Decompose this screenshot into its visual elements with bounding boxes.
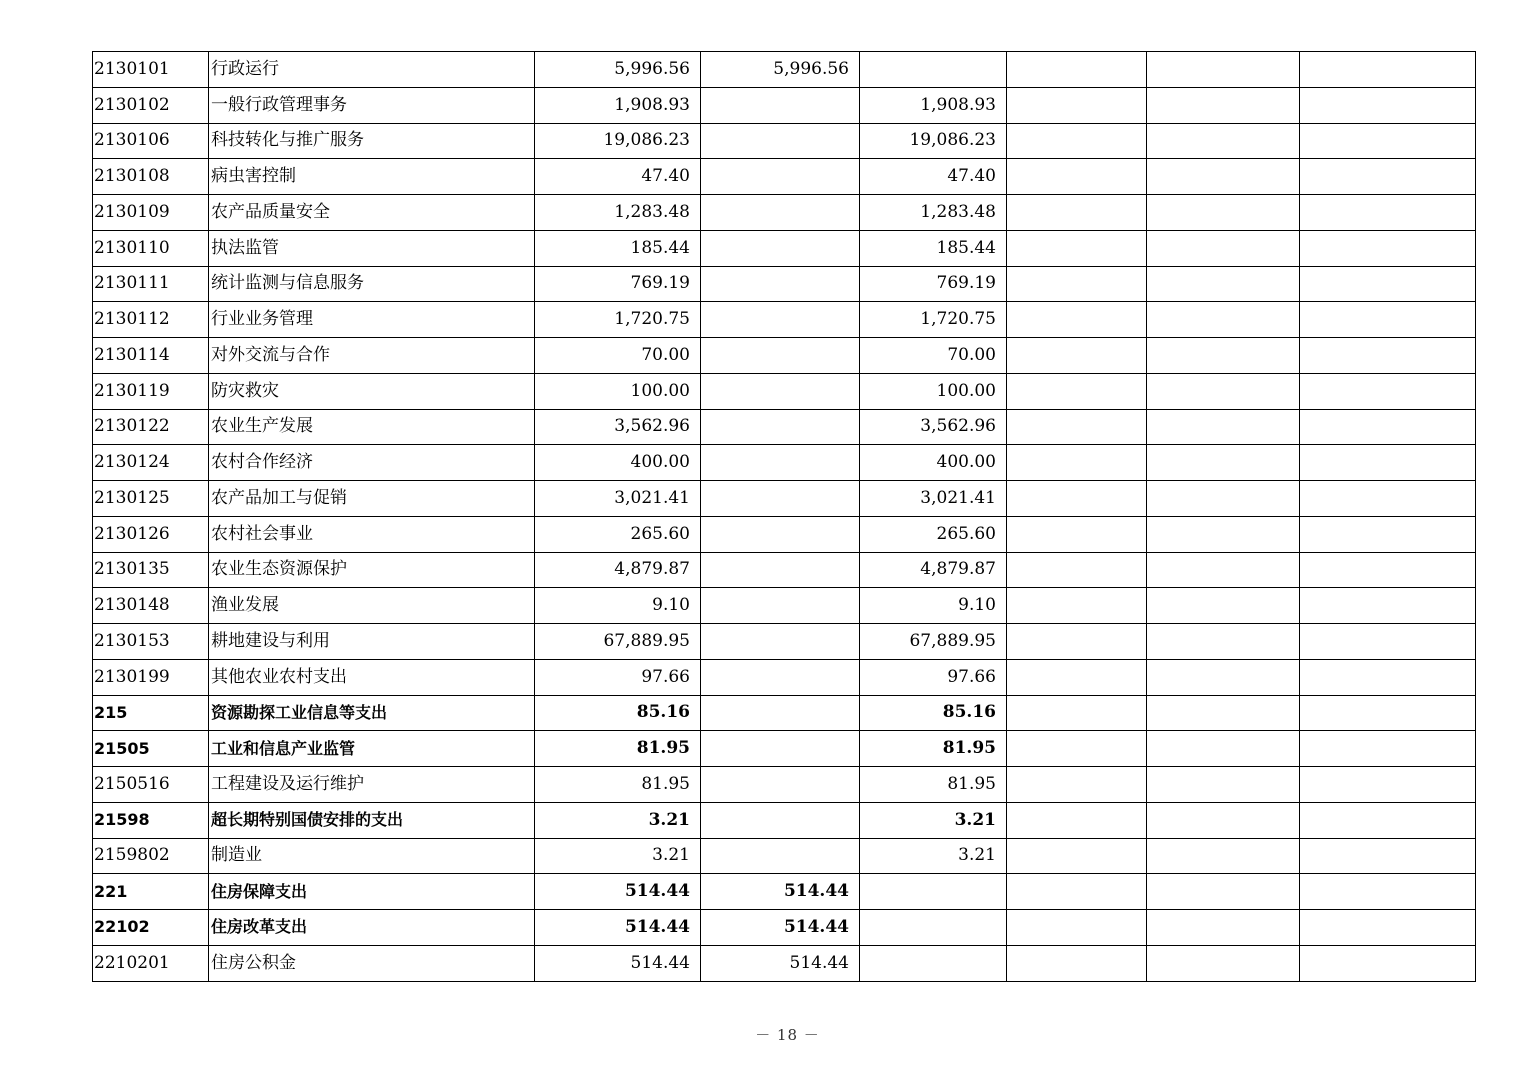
cell-empty-5 (1147, 767, 1300, 803)
table-row (93, 516, 1476, 552)
cell-empty-4 (1007, 445, 1147, 481)
cell-empty-4 (1007, 87, 1147, 123)
cell-total: 514.44 (535, 910, 701, 946)
cell-total: 70.00 (535, 338, 701, 374)
cell-empty-5 (1147, 838, 1300, 874)
table-row (93, 624, 1476, 660)
cell-basic-expenditure (701, 123, 860, 159)
cell-code: 2130111 (93, 266, 209, 302)
cell-project-expenditure: 19,086.23 (860, 123, 1007, 159)
cell-empty-6 (1300, 552, 1476, 588)
cell-item-name: 科技转化与推广服务 (209, 123, 535, 159)
cell-project-expenditure: 81.95 (860, 767, 1007, 803)
cell-empty-6 (1300, 767, 1476, 803)
cell-empty-4 (1007, 123, 1147, 159)
cell-code: 2130102 (93, 87, 209, 123)
cell-code: 215 (93, 695, 209, 731)
cell-empty-4 (1007, 52, 1147, 88)
cell-project-expenditure: 3,562.96 (860, 409, 1007, 445)
cell-empty-6 (1300, 195, 1476, 231)
cell-empty-5 (1147, 123, 1300, 159)
table-row (93, 945, 1476, 981)
cell-item-name: 执法监管 (209, 230, 535, 266)
cell-project-expenditure: 81.95 (860, 731, 1007, 767)
cell-basic-expenditure (701, 481, 860, 517)
cell-item-name: 制造业 (209, 838, 535, 874)
cell-empty-5 (1147, 195, 1300, 231)
cell-basic-expenditure (701, 588, 860, 624)
table-row (93, 123, 1476, 159)
cell-empty-5 (1147, 910, 1300, 946)
cell-basic-expenditure (701, 302, 860, 338)
table-row (93, 838, 1476, 874)
cell-empty-6 (1300, 945, 1476, 981)
cell-code: 2130119 (93, 373, 209, 409)
cell-basic-expenditure (701, 659, 860, 695)
cell-empty-6 (1300, 445, 1476, 481)
cell-code: 221 (93, 874, 209, 910)
table-row (93, 552, 1476, 588)
cell-code: 2130125 (93, 481, 209, 517)
cell-item-name: 农产品加工与促销 (209, 481, 535, 517)
cell-empty-5 (1147, 624, 1300, 660)
table-row (93, 767, 1476, 803)
cell-project-expenditure (860, 910, 1007, 946)
cell-empty-5 (1147, 266, 1300, 302)
cell-project-expenditure: 3,021.41 (860, 481, 1007, 517)
cell-code: 2130135 (93, 552, 209, 588)
cell-total: 514.44 (535, 874, 701, 910)
cell-project-expenditure: 1,283.48 (860, 195, 1007, 231)
cell-basic-expenditure (701, 373, 860, 409)
cell-basic-expenditure (701, 195, 860, 231)
cell-basic-expenditure (701, 624, 860, 660)
cell-empty-4 (1007, 195, 1147, 231)
table-body (93, 52, 1476, 982)
cell-basic-expenditure (701, 338, 860, 374)
cell-empty-6 (1300, 481, 1476, 517)
cell-code: 2130108 (93, 159, 209, 195)
cell-item-name: 渔业发展 (209, 588, 535, 624)
cell-basic-expenditure (701, 731, 860, 767)
cell-empty-5 (1147, 87, 1300, 123)
cell-project-expenditure: 3.21 (860, 838, 1007, 874)
cell-project-expenditure: 9.10 (860, 588, 1007, 624)
cell-total: 1,720.75 (535, 302, 701, 338)
table-row (93, 87, 1476, 123)
cell-empty-4 (1007, 409, 1147, 445)
cell-code: 2130112 (93, 302, 209, 338)
cell-empty-5 (1147, 731, 1300, 767)
table-row (93, 266, 1476, 302)
cell-project-expenditure: 85.16 (860, 695, 1007, 731)
cell-total: 185.44 (535, 230, 701, 266)
table-row (93, 874, 1476, 910)
cell-basic-expenditure: 514.44 (701, 910, 860, 946)
table-row (93, 195, 1476, 231)
cell-project-expenditure: 265.60 (860, 516, 1007, 552)
cell-code: 2130110 (93, 230, 209, 266)
cell-code: 2130124 (93, 445, 209, 481)
table-row (93, 910, 1476, 946)
cell-empty-4 (1007, 910, 1147, 946)
cell-total: 47.40 (535, 159, 701, 195)
cell-total: 5,996.56 (535, 52, 701, 88)
cell-code: 21505 (93, 731, 209, 767)
table-row (93, 481, 1476, 517)
cell-item-name: 农村社会事业 (209, 516, 535, 552)
cell-empty-6 (1300, 516, 1476, 552)
cell-code: 2130114 (93, 338, 209, 374)
cell-empty-4 (1007, 695, 1147, 731)
cell-project-expenditure (860, 874, 1007, 910)
cell-empty-5 (1147, 802, 1300, 838)
cell-item-name: 一般行政管理事务 (209, 87, 535, 123)
cell-code: 2130148 (93, 588, 209, 624)
cell-project-expenditure (860, 945, 1007, 981)
cell-item-name: 其他农业农村支出 (209, 659, 535, 695)
cell-code: 2150516 (93, 767, 209, 803)
cell-empty-5 (1147, 516, 1300, 552)
cell-project-expenditure: 67,889.95 (860, 624, 1007, 660)
cell-basic-expenditure: 5,996.56 (701, 52, 860, 88)
page-number: － 18 － (755, 1026, 820, 1044)
cell-project-expenditure: 3.21 (860, 802, 1007, 838)
table-row (93, 445, 1476, 481)
cell-item-name: 住房公积金 (209, 945, 535, 981)
cell-item-name: 行政运行 (209, 52, 535, 88)
cell-item-name: 农产品质量安全 (209, 195, 535, 231)
cell-project-expenditure: 70.00 (860, 338, 1007, 374)
cell-total: 85.16 (535, 695, 701, 731)
cell-total: 81.95 (535, 767, 701, 803)
cell-empty-5 (1147, 445, 1300, 481)
cell-empty-4 (1007, 624, 1147, 660)
cell-item-name: 统计监测与信息服务 (209, 266, 535, 302)
cell-empty-4 (1007, 945, 1147, 981)
cell-empty-6 (1300, 87, 1476, 123)
cell-empty-4 (1007, 874, 1147, 910)
cell-empty-5 (1147, 481, 1300, 517)
cell-item-name: 对外交流与合作 (209, 338, 535, 374)
cell-total: 400.00 (535, 445, 701, 481)
cell-item-name: 农业生产发展 (209, 409, 535, 445)
cell-empty-4 (1007, 588, 1147, 624)
cell-code: 2130122 (93, 409, 209, 445)
cell-empty-4 (1007, 767, 1147, 803)
cell-empty-4 (1007, 230, 1147, 266)
cell-total: 3.21 (535, 838, 701, 874)
cell-empty-4 (1007, 516, 1147, 552)
cell-total: 81.95 (535, 731, 701, 767)
table-row (93, 159, 1476, 195)
cell-empty-5 (1147, 230, 1300, 266)
cell-empty-6 (1300, 52, 1476, 88)
cell-project-expenditure: 47.40 (860, 159, 1007, 195)
cell-basic-expenditure (701, 695, 860, 731)
cell-empty-6 (1300, 230, 1476, 266)
cell-total: 3,021.41 (535, 481, 701, 517)
cell-basic-expenditure (701, 230, 860, 266)
cell-item-name: 超长期特别国债安排的支出 (209, 802, 535, 838)
cell-basic-expenditure (701, 516, 860, 552)
cell-empty-6 (1300, 123, 1476, 159)
cell-empty-4 (1007, 659, 1147, 695)
cell-empty-6 (1300, 802, 1476, 838)
cell-empty-5 (1147, 409, 1300, 445)
cell-empty-6 (1300, 874, 1476, 910)
cell-code: 2130101 (93, 52, 209, 88)
cell-empty-4 (1007, 802, 1147, 838)
cell-empty-5 (1147, 588, 1300, 624)
cell-code: 2130126 (93, 516, 209, 552)
cell-basic-expenditure: 514.44 (701, 945, 860, 981)
cell-empty-4 (1007, 338, 1147, 374)
cell-total: 1,908.93 (535, 87, 701, 123)
cell-code: 2210201 (93, 945, 209, 981)
cell-project-expenditure: 100.00 (860, 373, 1007, 409)
cell-total: 3,562.96 (535, 409, 701, 445)
cell-item-name: 农业生态资源保护 (209, 552, 535, 588)
cell-empty-4 (1007, 838, 1147, 874)
table-row (93, 588, 1476, 624)
cell-empty-5 (1147, 338, 1300, 374)
cell-empty-5 (1147, 159, 1300, 195)
cell-total: 4,879.87 (535, 552, 701, 588)
cell-empty-4 (1007, 731, 1147, 767)
cell-empty-4 (1007, 302, 1147, 338)
cell-empty-6 (1300, 266, 1476, 302)
cell-empty-4 (1007, 373, 1147, 409)
cell-item-name: 工业和信息产业监管 (209, 731, 535, 767)
cell-empty-5 (1147, 552, 1300, 588)
cell-total: 19,086.23 (535, 123, 701, 159)
cell-empty-6 (1300, 695, 1476, 731)
cell-item-name: 行业业务管理 (209, 302, 535, 338)
cell-project-expenditure: 769.19 (860, 266, 1007, 302)
cell-basic-expenditure (701, 838, 860, 874)
cell-total: 514.44 (535, 945, 701, 981)
table-row (93, 373, 1476, 409)
cell-empty-6 (1300, 159, 1476, 195)
cell-empty-6 (1300, 338, 1476, 374)
cell-empty-6 (1300, 409, 1476, 445)
cell-total: 1,283.48 (535, 195, 701, 231)
cell-basic-expenditure (701, 159, 860, 195)
cell-empty-5 (1147, 874, 1300, 910)
table-row (93, 338, 1476, 374)
cell-item-name: 资源勘探工业信息等支出 (209, 695, 535, 731)
table-row (93, 230, 1476, 266)
cell-empty-5 (1147, 52, 1300, 88)
cell-basic-expenditure (701, 767, 860, 803)
cell-basic-expenditure: 514.44 (701, 874, 860, 910)
cell-code: 2130106 (93, 123, 209, 159)
cell-code: 22102 (93, 910, 209, 946)
cell-basic-expenditure (701, 409, 860, 445)
table-row (93, 52, 1476, 88)
cell-item-name: 病虫害控制 (209, 159, 535, 195)
table-row (93, 695, 1476, 731)
table-row (93, 409, 1476, 445)
cell-total: 100.00 (535, 373, 701, 409)
cell-empty-6 (1300, 910, 1476, 946)
cell-basic-expenditure (701, 87, 860, 123)
cell-item-name: 住房保障支出 (209, 874, 535, 910)
table-row (93, 802, 1476, 838)
cell-empty-6 (1300, 659, 1476, 695)
cell-empty-6 (1300, 624, 1476, 660)
cell-empty-4 (1007, 266, 1147, 302)
cell-empty-5 (1147, 302, 1300, 338)
cell-code: 21598 (93, 802, 209, 838)
cell-code: 2130199 (93, 659, 209, 695)
cell-basic-expenditure (701, 552, 860, 588)
cell-total: 9.10 (535, 588, 701, 624)
cell-project-expenditure: 400.00 (860, 445, 1007, 481)
cell-basic-expenditure (701, 802, 860, 838)
cell-empty-6 (1300, 588, 1476, 624)
cell-project-expenditure: 4,879.87 (860, 552, 1007, 588)
cell-item-name: 农村合作经济 (209, 445, 535, 481)
cell-code: 2130109 (93, 195, 209, 231)
cell-empty-4 (1007, 481, 1147, 517)
cell-item-name: 工程建设及运行维护 (209, 767, 535, 803)
cell-code: 2159802 (93, 838, 209, 874)
cell-total: 265.60 (535, 516, 701, 552)
cell-total: 769.19 (535, 266, 701, 302)
cell-empty-4 (1007, 552, 1147, 588)
cell-code: 2130153 (93, 624, 209, 660)
cell-total: 97.66 (535, 659, 701, 695)
cell-project-expenditure: 185.44 (860, 230, 1007, 266)
cell-project-expenditure: 1,720.75 (860, 302, 1007, 338)
cell-empty-4 (1007, 159, 1147, 195)
cell-empty-5 (1147, 945, 1300, 981)
cell-project-expenditure: 97.66 (860, 659, 1007, 695)
cell-total: 3.21 (535, 802, 701, 838)
cell-total: 67,889.95 (535, 624, 701, 660)
cell-basic-expenditure (701, 266, 860, 302)
cell-empty-6 (1300, 302, 1476, 338)
cell-basic-expenditure (701, 445, 860, 481)
cell-empty-5 (1147, 373, 1300, 409)
cell-item-name: 耕地建设与利用 (209, 624, 535, 660)
cell-project-expenditure: 1,908.93 (860, 87, 1007, 123)
cell-project-expenditure (860, 52, 1007, 88)
cell-empty-6 (1300, 373, 1476, 409)
cell-empty-5 (1147, 659, 1300, 695)
cell-empty-6 (1300, 731, 1476, 767)
budget-table (92, 51, 1476, 982)
cell-item-name: 住房改革支出 (209, 910, 535, 946)
table-row (93, 731, 1476, 767)
cell-empty-5 (1147, 695, 1300, 731)
table-row (93, 302, 1476, 338)
table-row (93, 659, 1476, 695)
cell-item-name: 防灾救灾 (209, 373, 535, 409)
cell-empty-6 (1300, 838, 1476, 874)
